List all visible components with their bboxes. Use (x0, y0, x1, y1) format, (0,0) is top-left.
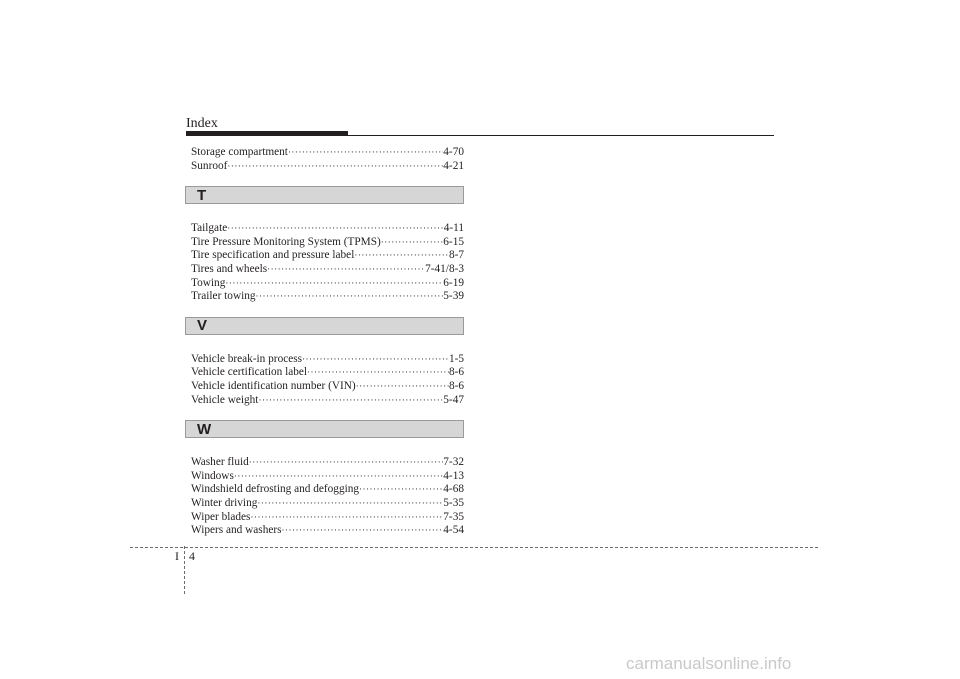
index-entry-label: Windshield defrosting and defogging (191, 483, 360, 496)
index-entry-page: 8-6 (448, 366, 464, 379)
leader-dots (267, 263, 425, 277)
leader-dots (307, 366, 449, 380)
index-entry[interactable] (191, 236, 464, 250)
index-entry-page: 5-47 (443, 393, 464, 406)
index-entry-page: 6-19 (443, 276, 464, 289)
section-letter-bar (185, 186, 464, 204)
section-letter-bar (185, 317, 464, 335)
index-entry-page: 8-6 (448, 379, 464, 392)
leader-dots (282, 524, 444, 538)
leader-dots (302, 353, 449, 367)
index-entry-label: Trailer towing (191, 290, 256, 303)
leader-dots (356, 380, 449, 394)
index-entry-page: 4-13 (443, 469, 464, 482)
leader-dots (288, 146, 443, 160)
index-entry[interactable] (191, 456, 464, 470)
index-entry[interactable] (191, 497, 464, 511)
index-entry-label: Wipers and washers (191, 524, 282, 537)
index-entry-page: 4-68 (443, 483, 464, 496)
index-entry-label: Tire Pressure Monitoring System (TPMS) (191, 235, 381, 248)
leader-dots (225, 277, 443, 291)
leader-dots (249, 456, 444, 470)
index-entry[interactable] (191, 394, 464, 408)
index-entry-page: 7-32 (443, 456, 464, 469)
index-entry[interactable] (191, 146, 464, 160)
index-entry-page: 5-39 (443, 290, 464, 303)
header-thin-rule (186, 135, 774, 136)
leader-dots (359, 483, 443, 497)
index-entry[interactable] (191, 524, 464, 538)
index-entry[interactable] (191, 290, 464, 304)
index-entry-label: Wiper blades (191, 510, 251, 523)
index-entry-page: 5-35 (443, 496, 464, 509)
index-entry[interactable] (191, 511, 464, 525)
index-entry-label: Storage compartment (191, 146, 288, 158)
index-entry-label: Sunroof (191, 159, 228, 172)
index-entry-page: 7-41/8-3 (425, 262, 464, 275)
index-entry-page: 6-15 (443, 235, 464, 248)
index-entry-page: 4-54 (443, 524, 464, 537)
index-column (191, 146, 464, 538)
index-entry-page: 1-5 (448, 352, 464, 365)
index-entry-page: 8-7 (448, 249, 464, 262)
footer-vertical-rule (184, 546, 185, 594)
index-entry-label: Tires and wheels (191, 262, 268, 275)
index-entry[interactable] (191, 160, 464, 174)
index-entry-label: Vehicle certification label (191, 366, 308, 379)
footer-section-label: I (175, 549, 179, 563)
index-entry[interactable] (191, 366, 464, 380)
section-letter: T (197, 186, 207, 204)
leader-dots (257, 497, 443, 511)
leader-dots (227, 160, 443, 174)
index-entry[interactable] (191, 353, 464, 367)
leader-dots (258, 394, 443, 408)
leader-dots (234, 470, 443, 484)
section-letter-bar (185, 420, 464, 438)
index-entry-label: Washer fluid (191, 456, 249, 469)
index-entry[interactable] (191, 263, 464, 277)
leader-dots (354, 249, 449, 263)
index-entry-page: 4-21 (443, 159, 464, 172)
index-entry[interactable] (191, 483, 464, 497)
index-entry-label: Windows (191, 469, 234, 482)
leader-dots (381, 236, 444, 250)
footer-page-number: 4 (189, 549, 195, 563)
leader-dots (256, 290, 444, 304)
index-entry-label: Vehicle break-in process (191, 352, 303, 365)
section-letter: W (197, 420, 212, 438)
footer-dashed-rule (130, 547, 818, 548)
index-entry-label: Tire specification and pressure label (191, 249, 355, 262)
index-entry-label: Winter driving (191, 496, 258, 509)
section-letter: V (197, 317, 208, 335)
index-entry[interactable] (191, 470, 464, 484)
index-entry-label: Tailgate (191, 222, 228, 235)
index-entry[interactable] (191, 249, 464, 263)
index-entry[interactable] (191, 277, 464, 291)
index-entry-label: Vehicle weight (191, 393, 259, 406)
index-entry-page: 4-70 (443, 146, 464, 158)
leader-dots (250, 511, 443, 525)
index-entry[interactable] (191, 380, 464, 394)
index-entry-page: 4-11 (443, 222, 464, 235)
index-entry-label: Vehicle identification number (VIN) (191, 379, 356, 392)
leader-dots (227, 222, 443, 236)
index-entry-page: 7-35 (443, 510, 464, 523)
watermark: carmanualsonline.info (626, 654, 792, 673)
index-entry[interactable] (191, 222, 464, 236)
index-entry-label: Towing (191, 276, 226, 289)
page-header-title: Index (186, 116, 218, 131)
